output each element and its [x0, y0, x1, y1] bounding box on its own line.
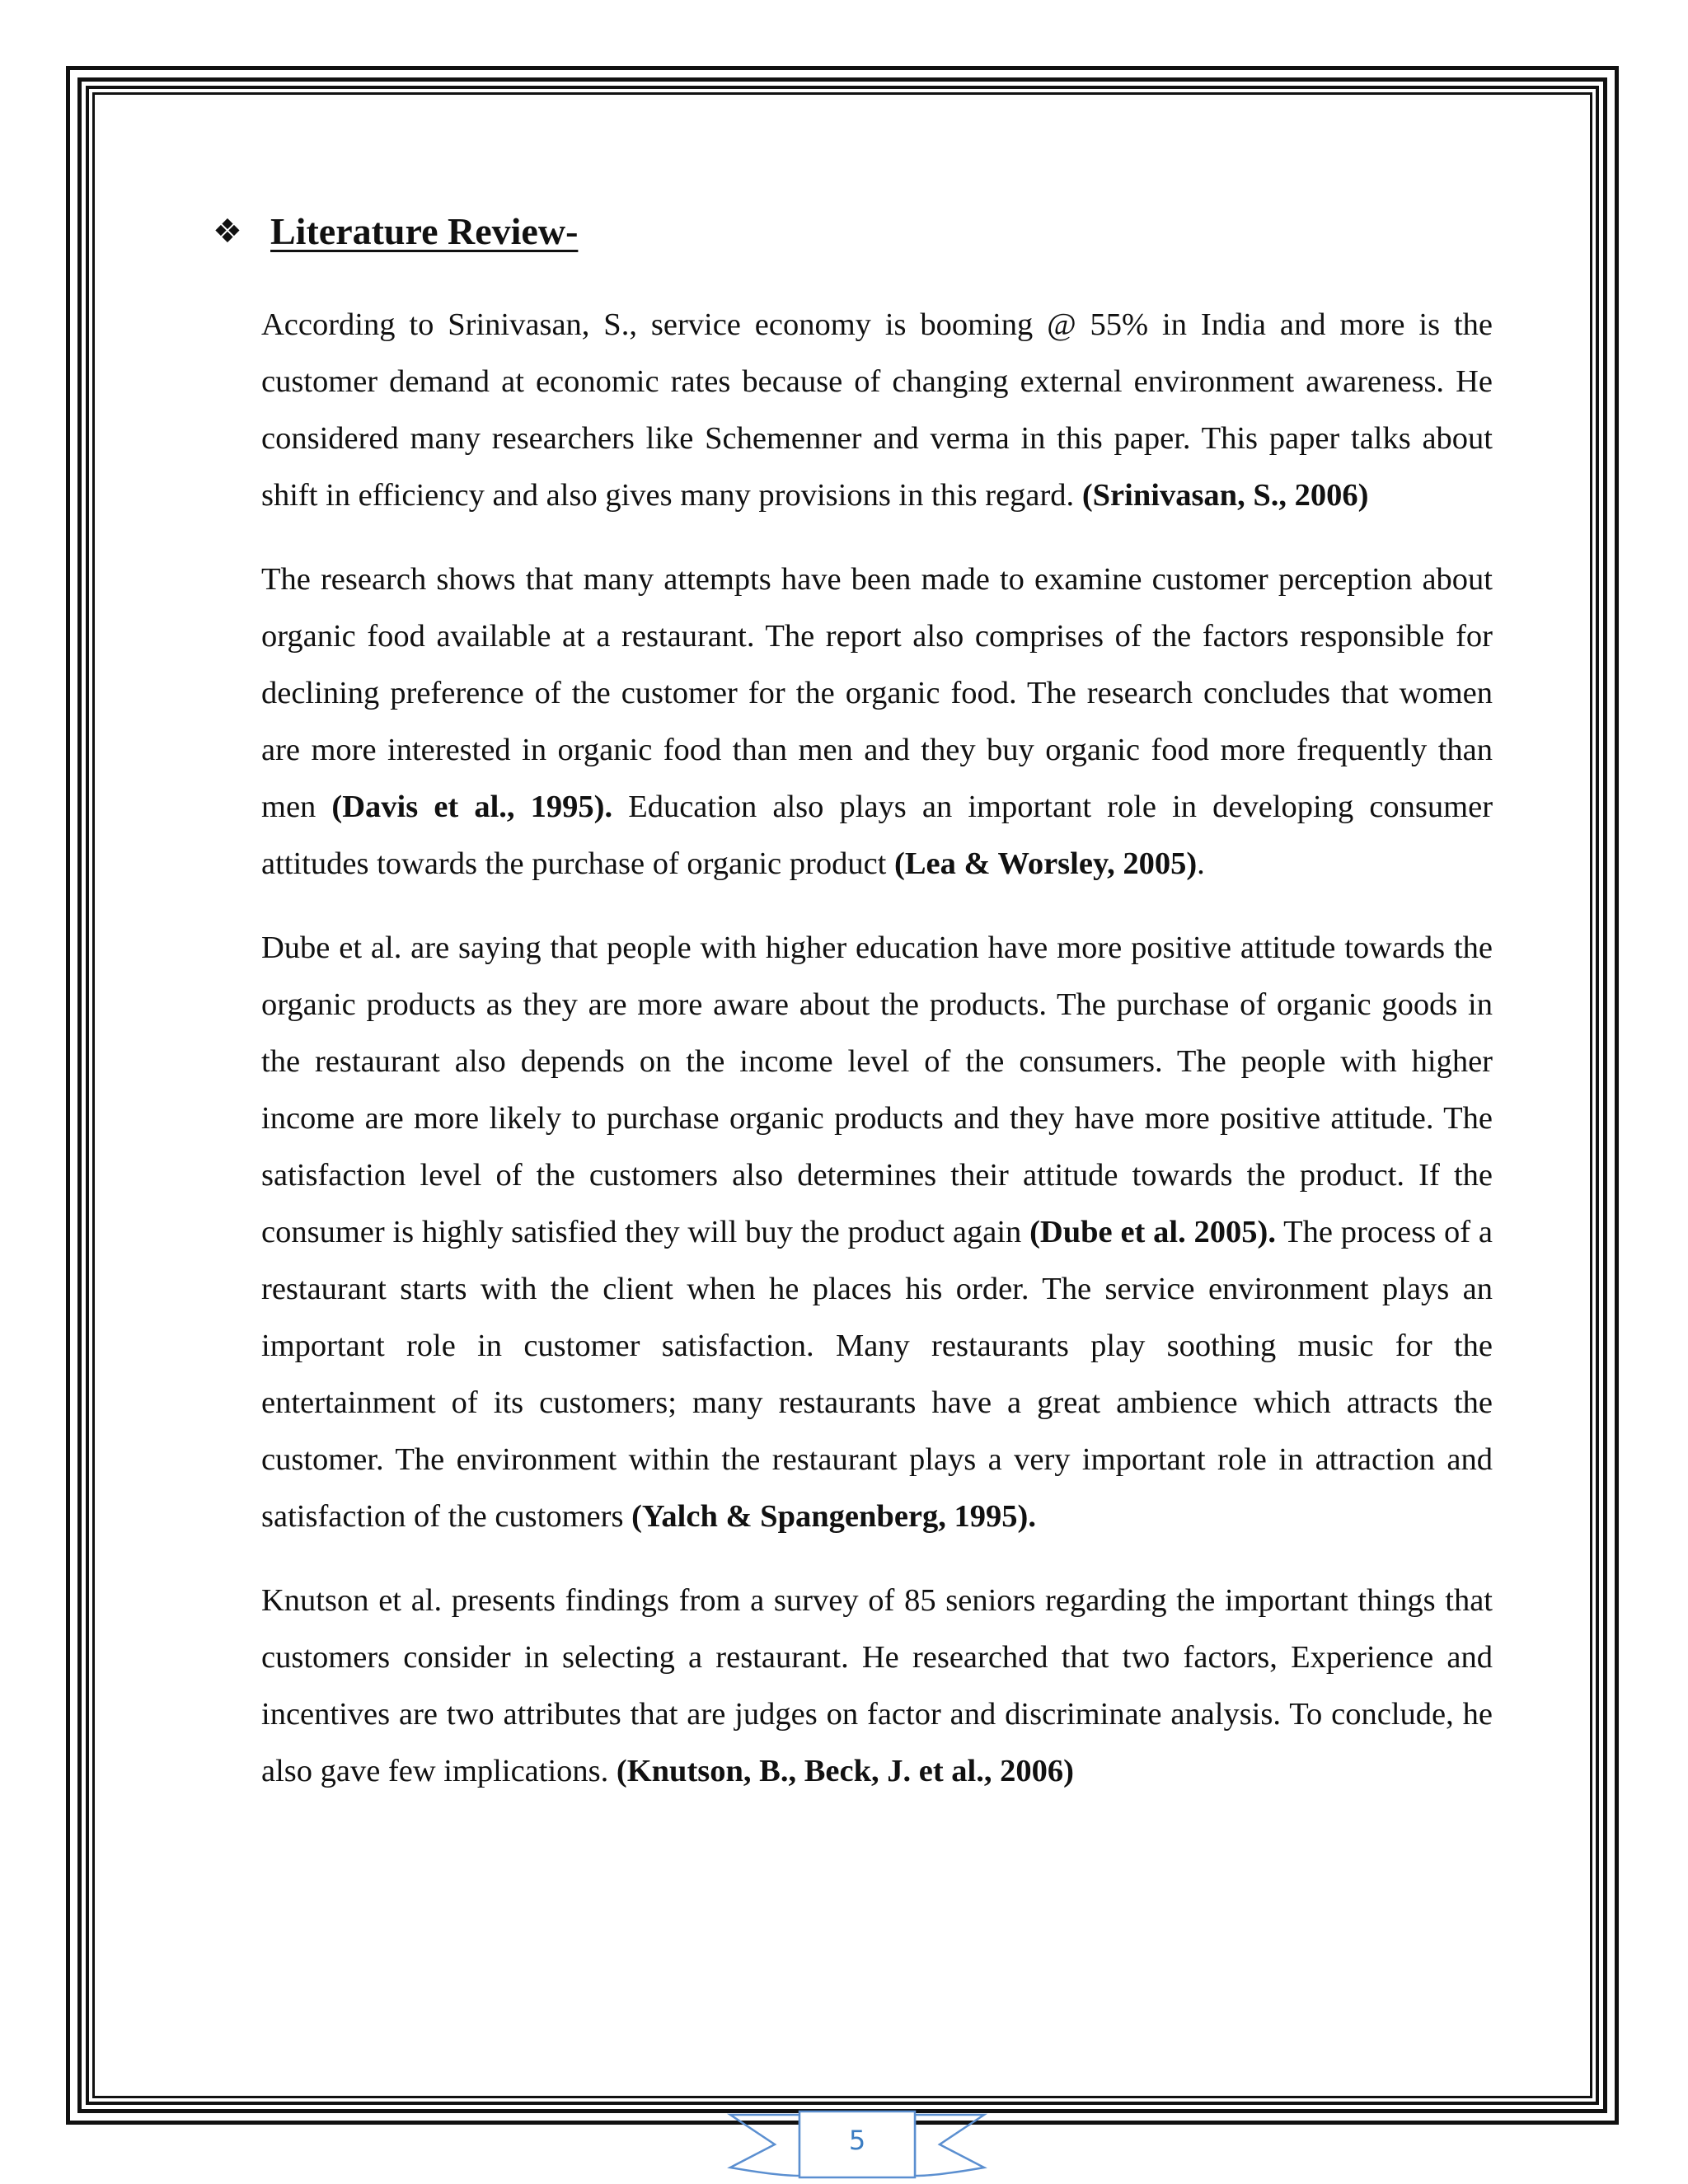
section-title: Literature Review- [270, 210, 579, 252]
diamond-bullet-icon: ❖ [213, 212, 242, 251]
paragraph [261, 920, 1493, 1545]
paragraph-text: Knutson et al. presents findings from a survey of 85 seniors regarding the important things that customers consider in selecting a restaurant. He researched that two factors, Experience and incentives are two attributes that are judges on factor and discriminate analysis. To conclude, he also gave few implications. [261, 1583, 1493, 1788]
paragraph-text: . [1197, 846, 1205, 881]
paragraph [261, 551, 1493, 893]
citation: (Srinivasan, S., 2006) [1081, 478, 1369, 513]
section-heading [213, 209, 578, 253]
paragraph-text: Dube et al. are saying that people with higher education have more positive attitude towards the organic products as they are more aware about the products. The purchase of organic goods in the restaurant also depends on the income level of the consumers. The people with higher income are more likely to purchase organic products and they have more positive attitude. The satisfaction level of the customers also determines their attitude towards the product. If the consumer is highly satisfied they will buy the product again [261, 930, 1493, 1249]
paragraph [261, 297, 1493, 524]
paragraph-text: The process of a restaurant starts with the client when he places his order. The service environment plays an important role in customer satisfaction. Many restaurants play soothing music for the entertainment of its customers; many restaurants have a great ambience which attracts the customer. The environment within the restaurant plays a very important role in attraction and satisfaction of the customers [261, 1215, 1493, 1534]
body-text [261, 297, 1493, 1827]
citation: (Knutson, B., Beck, J. et al., 2006) [616, 1754, 1074, 1788]
citation: (Davis et al., 1995). [331, 790, 613, 824]
page-number-badge [725, 2110, 989, 2182]
citation: (Yalch & Spangenberg, 1995). [631, 1499, 1036, 1534]
citation: (Dube et al. 2005). [1029, 1215, 1276, 1249]
paragraph-text: The research shows that many attempts have been made to examine customer perception about organic food available at a restaurant. The report also comprises of the factors responsible for declining preference of the customer for the organic food. The research concludes that women are more interested in organic food than men and they buy organic food more frequently than men [261, 562, 1493, 824]
paragraph [261, 1572, 1493, 1800]
citation: (Lea & Worsley, 2005) [894, 846, 1198, 881]
paragraph-text: Education also plays an important role in developing consumer attitudes towards the purchase of organic product [261, 790, 1493, 881]
paragraph-text: According to Srinivasan, S., service economy is booming @ 55% in India and more is the customer demand at economic rates because of changing external environment awareness. He considered many researchers like Schemenner and verma in this paper. This paper talks about shift in efficiency and also gives many provisions in this regard. [261, 307, 1493, 513]
page-number: 5 [848, 2125, 866, 2156]
